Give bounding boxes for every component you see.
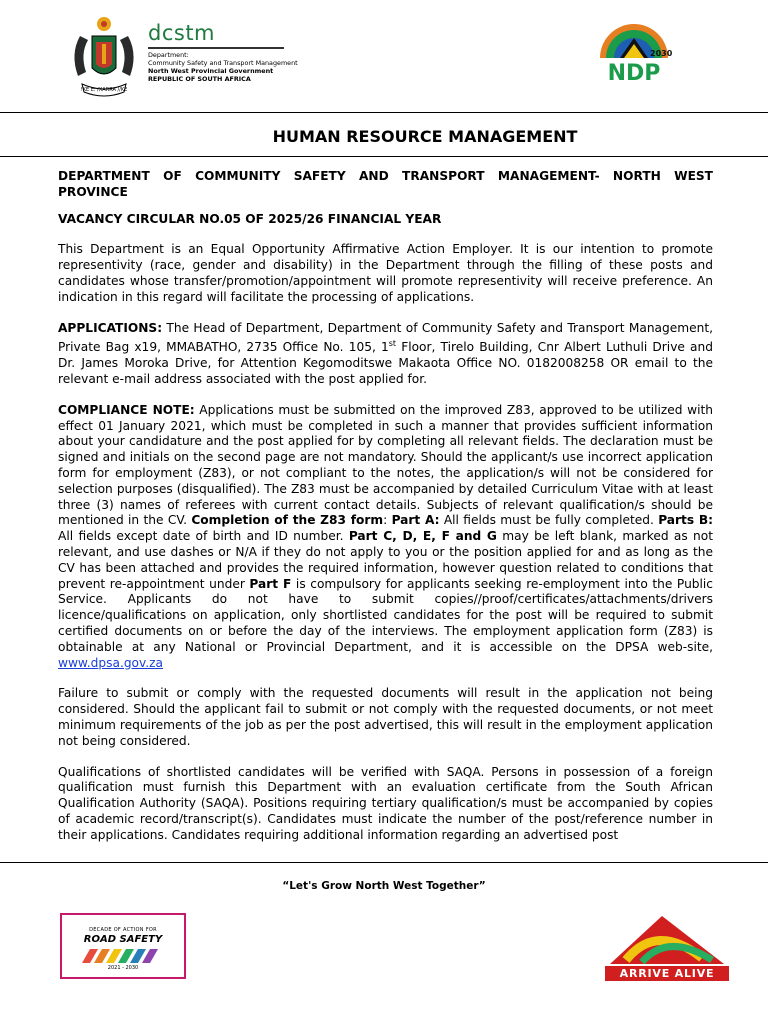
failure-paragraph: Failure to submit or comply with the requested documents will result in the application not being considered. Should the applicant fail to submit or not comply with the requested documents, or not meet minimum requirements of the job as per the post advertised, this will result in the employment application not being considered.	[58, 686, 713, 748]
footer-divider	[0, 862, 768, 863]
arrive-alive-triangle-icon	[602, 914, 732, 968]
arrive-alive-text: ARRIVE ALIVE	[605, 966, 729, 981]
ndp-letters: NDP	[607, 61, 661, 86]
part-f-label: Part F	[249, 576, 292, 591]
coat-of-arms-logo	[66, 14, 142, 100]
compliance-paragraph	[58, 403, 713, 672]
department-logo-text	[148, 22, 298, 83]
compliance-text: All fields must be fully completed.	[439, 513, 659, 528]
dept-name: Community Safety and Transport Management	[148, 59, 298, 67]
applications-paragraph	[58, 321, 713, 388]
compliance-text: Applications must be submitted on the improved Z83, approved to be utilized with effect 01 January 2021, which must be completed in such a manner that provides sufficient information about your candidature and the post applied for by completing all relevant fields. The declaration must be signed and initials on the second page are not mandatory. Should the applicant/s use incorrect application form for employment (Z83), or not compliant to the notes, the application/s will not be considered for selection purposes (disqualified). The Z83 must be accompanied by detailed Curriculum Vitae with at least three (3) names of referees with current contact details. Subjects of relevant qualification/s should be mentioned in the CV.	[58, 402, 713, 528]
ndp-2030-logo	[596, 18, 672, 86]
page-title-text: HUMAN RESOURCE MANAGEMENT	[272, 127, 578, 146]
circular-heading: VACANCY CIRCULAR NO.05 OF 2025/26 FINANCIAL YEAR	[58, 211, 442, 226]
compliance-label: COMPLIANCE NOTE:	[58, 402, 195, 417]
intro-paragraph: This Department is an Equal Opportunity Affirmative Action Employer. It is our intention to promote representivity (race, gender and disability) in the Department through the filling of these posts and candidates whose transfer/promotion/appointment will promote representivity will receive preference. An indication in this regard will facilitate the processing of applications.	[58, 242, 713, 304]
parts-b-label: Parts B:	[658, 513, 714, 528]
dcstm-wordmark: dcstm	[148, 21, 216, 45]
road-safety-years: 2021 - 2030	[107, 965, 139, 971]
road-safety-logo	[60, 913, 186, 979]
part-a-label: Part A:	[391, 513, 440, 528]
arrive-alive-logo	[602, 914, 732, 984]
compliance-text: :	[383, 513, 392, 528]
department-heading: DEPARTMENT OF COMMUNITY SAFETY AND TRANSPORT MANAGEMENT- NORTH WEST PROVINCE	[58, 169, 713, 199]
applications-label: APPLICATIONS:	[58, 320, 163, 335]
compliance-text: All fields except date of birth and ID number.	[58, 529, 349, 544]
applications-text-a: The Head of Department, Department of Community Safety and Transport Management, Private Bag x19, MMABATHO, 2735 Office No. 105, 1	[58, 320, 713, 355]
qualifications-paragraph: Qualifications of shortlisted candidates will be verified with SAQA. Persons in possession of a foreign qualification must furnish this Department with an evaluation certificate from the South African Qualification Authority (SAQA). Positions requiring tertiary qualification/s must be accompanied by copies of academic record/transcript(s). Candidates must indicate the number of the post/reference number in their applications. Candidates requiring additional information regarding an advertised post	[58, 764, 713, 842]
part-c-g-label: Part C, D, E, F and G	[348, 529, 497, 544]
title-divider	[0, 156, 768, 157]
provincial-government: North West Provincial Government	[148, 67, 274, 75]
logo-divider	[148, 47, 284, 49]
z83-heading: Completion of the Z83 form	[191, 513, 384, 528]
document-body	[58, 169, 713, 859]
compliance-text: is compulsory for applicants seeking re-employment into the Public Service. Applicants do not have to submit copies//proof/certificates/attachments/drivers licence/qualifications on application, only shortlisted candidates for the post will be required to submit certified documents on or before the day of the interviews. The employment application form (Z83) is obtainable at any National or Provincial Department, and it is accessible on the DPSA web-site,	[58, 576, 714, 654]
svg-text:!KE E: /XARRA //KE: !KE E: /XARRA //KE	[80, 87, 128, 93]
applications-sup: st	[388, 339, 397, 349]
road-safety-stripes-icon	[74, 949, 174, 963]
header-divider	[0, 112, 768, 113]
document-body-viewport	[0, 169, 768, 862]
page-title	[0, 127, 670, 146]
dpsa-link[interactable]: www.dpsa.gov.za	[58, 655, 164, 670]
country-name: REPUBLIC OF SOUTH AFRICA	[148, 75, 251, 83]
footer-slogan: “Let's Grow North West Together”	[282, 880, 486, 892]
ndp-year: 2030	[650, 49, 672, 58]
applications-text-b: Floor, Tirelo Building, Cnr Albert Luthuli Drive and Dr. James Moroka Drive, for Attention Kegomoditswe Makaota Office NO. 0182008258 OR email to the relevant e-mail address associated with the post applied for.	[58, 340, 713, 387]
dept-label: Department:	[148, 51, 189, 59]
road-safety-small-text: DECADE OF ACTION FOR	[89, 927, 157, 933]
road-safety-title: ROAD SAFETY	[83, 934, 163, 945]
compliance-text: may be left blank, marked as not relevant, and use dashes or N/A if they do not apply to you or the position applied for and as long as the CV has been attached and provides the required information, however question related to conditions that prevent re-appointment under	[58, 529, 713, 591]
